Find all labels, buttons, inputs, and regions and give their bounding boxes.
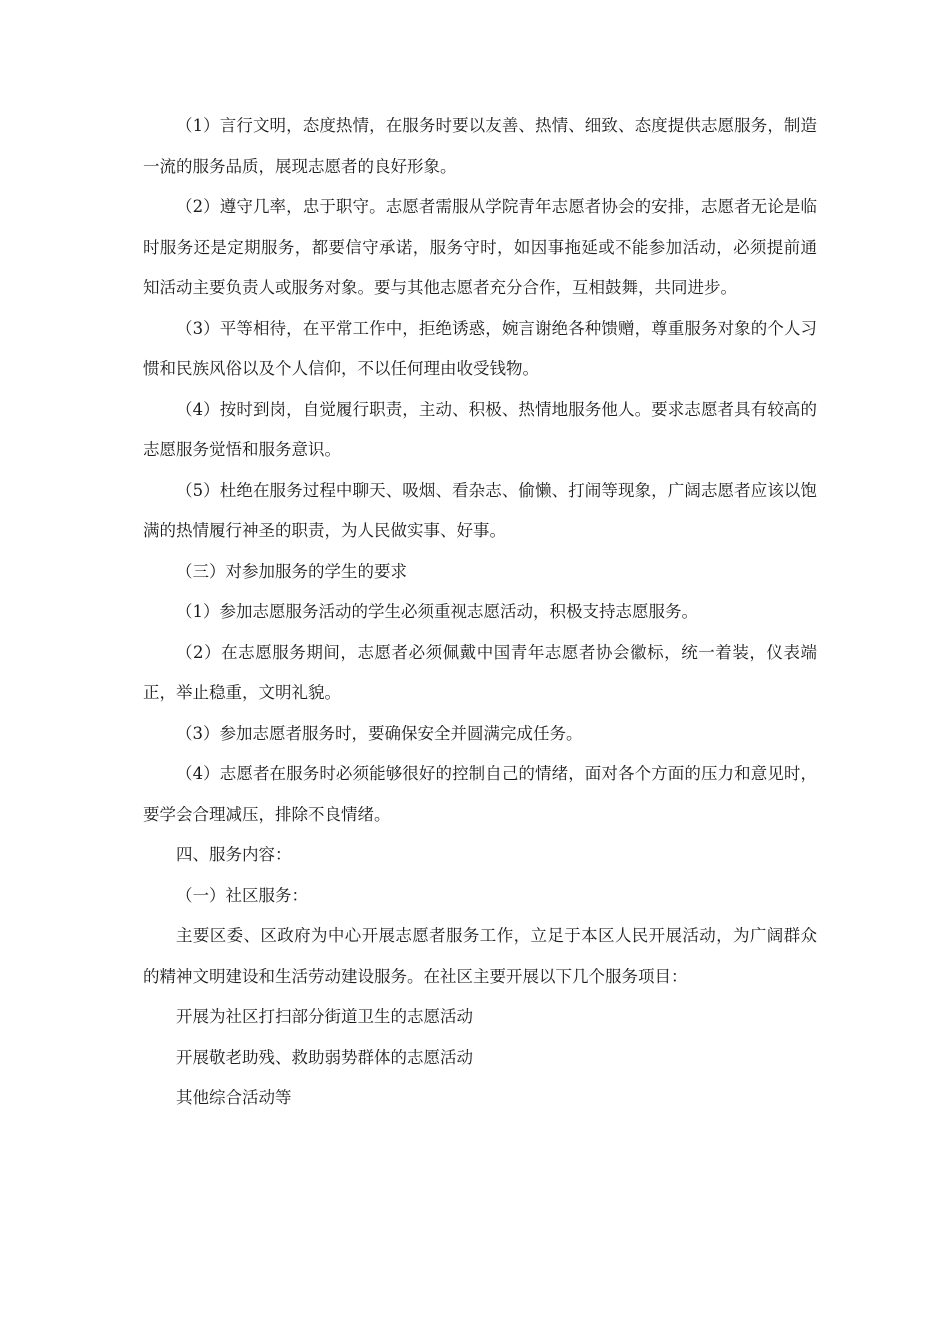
paragraph-6: （1）参加志愿服务活动的学生必须重视志愿活动，积极支持志愿服务。 — [176, 602, 698, 621]
section-heading-service-content: 四、服务内容： — [176, 845, 292, 864]
paragraph-4: （4）按时到岗，自觉履行职责，主动、积极、热情地服务他人。要求志愿者具有较高的志愿服务觉悟和服务意识。 — [143, 399, 817, 459]
paragraph-5: （5）杜绝在服务过程中聊天、吸烟、看杂志、偷懒、打闹等现象，广阔志愿者应该以饱满的热情履行神圣的职责，为人民做实事、好事。 — [143, 480, 817, 540]
paragraph-3: （3）平等相待，在平常工作中，拒绝诱惑，婉言谢绝各种馈赠，尊重服务对象的个人习惯和民族风俗以及个人信仰，不以任何理由收受钱物。 — [143, 318, 817, 378]
list-item-elderly-assistance: 开展敬老助残、救助弱势群体的志愿活动 — [176, 1047, 473, 1067]
paragraph-8: （3）参加志愿者服务时，要确保安全并圆满完成任务。 — [176, 723, 583, 743]
document-page — [143, 106, 817, 1119]
subsection-heading-community-service: （一）社区服务： — [176, 885, 308, 905]
section-heading-student-requirements: （三）对参加服务的学生的要求 — [176, 561, 407, 581]
list-item-other-activities: 其他综合活动等 — [176, 1088, 292, 1107]
paragraph-9: （4）志愿者在服务时必须能够很好的控制自己的情绪，面对各个方面的压力和意见时，要学会合理减压，排除不良情绪。 — [143, 764, 817, 824]
paragraph-10: 主要区委、区政府为中心开展志愿者服务工作，立足于本区人民开展活动，为广阔群众的精神文明建设和生活劳动建设服务。在社区主要开展以下几个服务项目： — [143, 926, 817, 986]
paragraph-1: （1）言行文明，态度热情，在服务时要以友善、热情、细致、态度提供志愿服务，制造一流的服务品质，展现志愿者的良好形象。 — [143, 116, 817, 176]
list-item-street-cleaning: 开展为社区打扫部分街道卫生的志愿活动 — [176, 1007, 473, 1026]
paragraph-7: （2）在志愿服务期间，志愿者必须佩戴中国青年志愿者协会徽标，统一着装，仪表端正，举止稳重，文明礼貌。 — [143, 642, 817, 702]
paragraph-2: （2）遵守几率，忠于职守。志愿者需服从学院青年志愿者协会的安排，志愿者无论是临时服务还是定期服务，都要信守承诺，服务守时，如因事拖延或不能参加活动，必须提前通知活动主要负责人或服务对象。要与其他志愿者充分合作，互相鼓舞，共同进步。 — [143, 197, 817, 297]
